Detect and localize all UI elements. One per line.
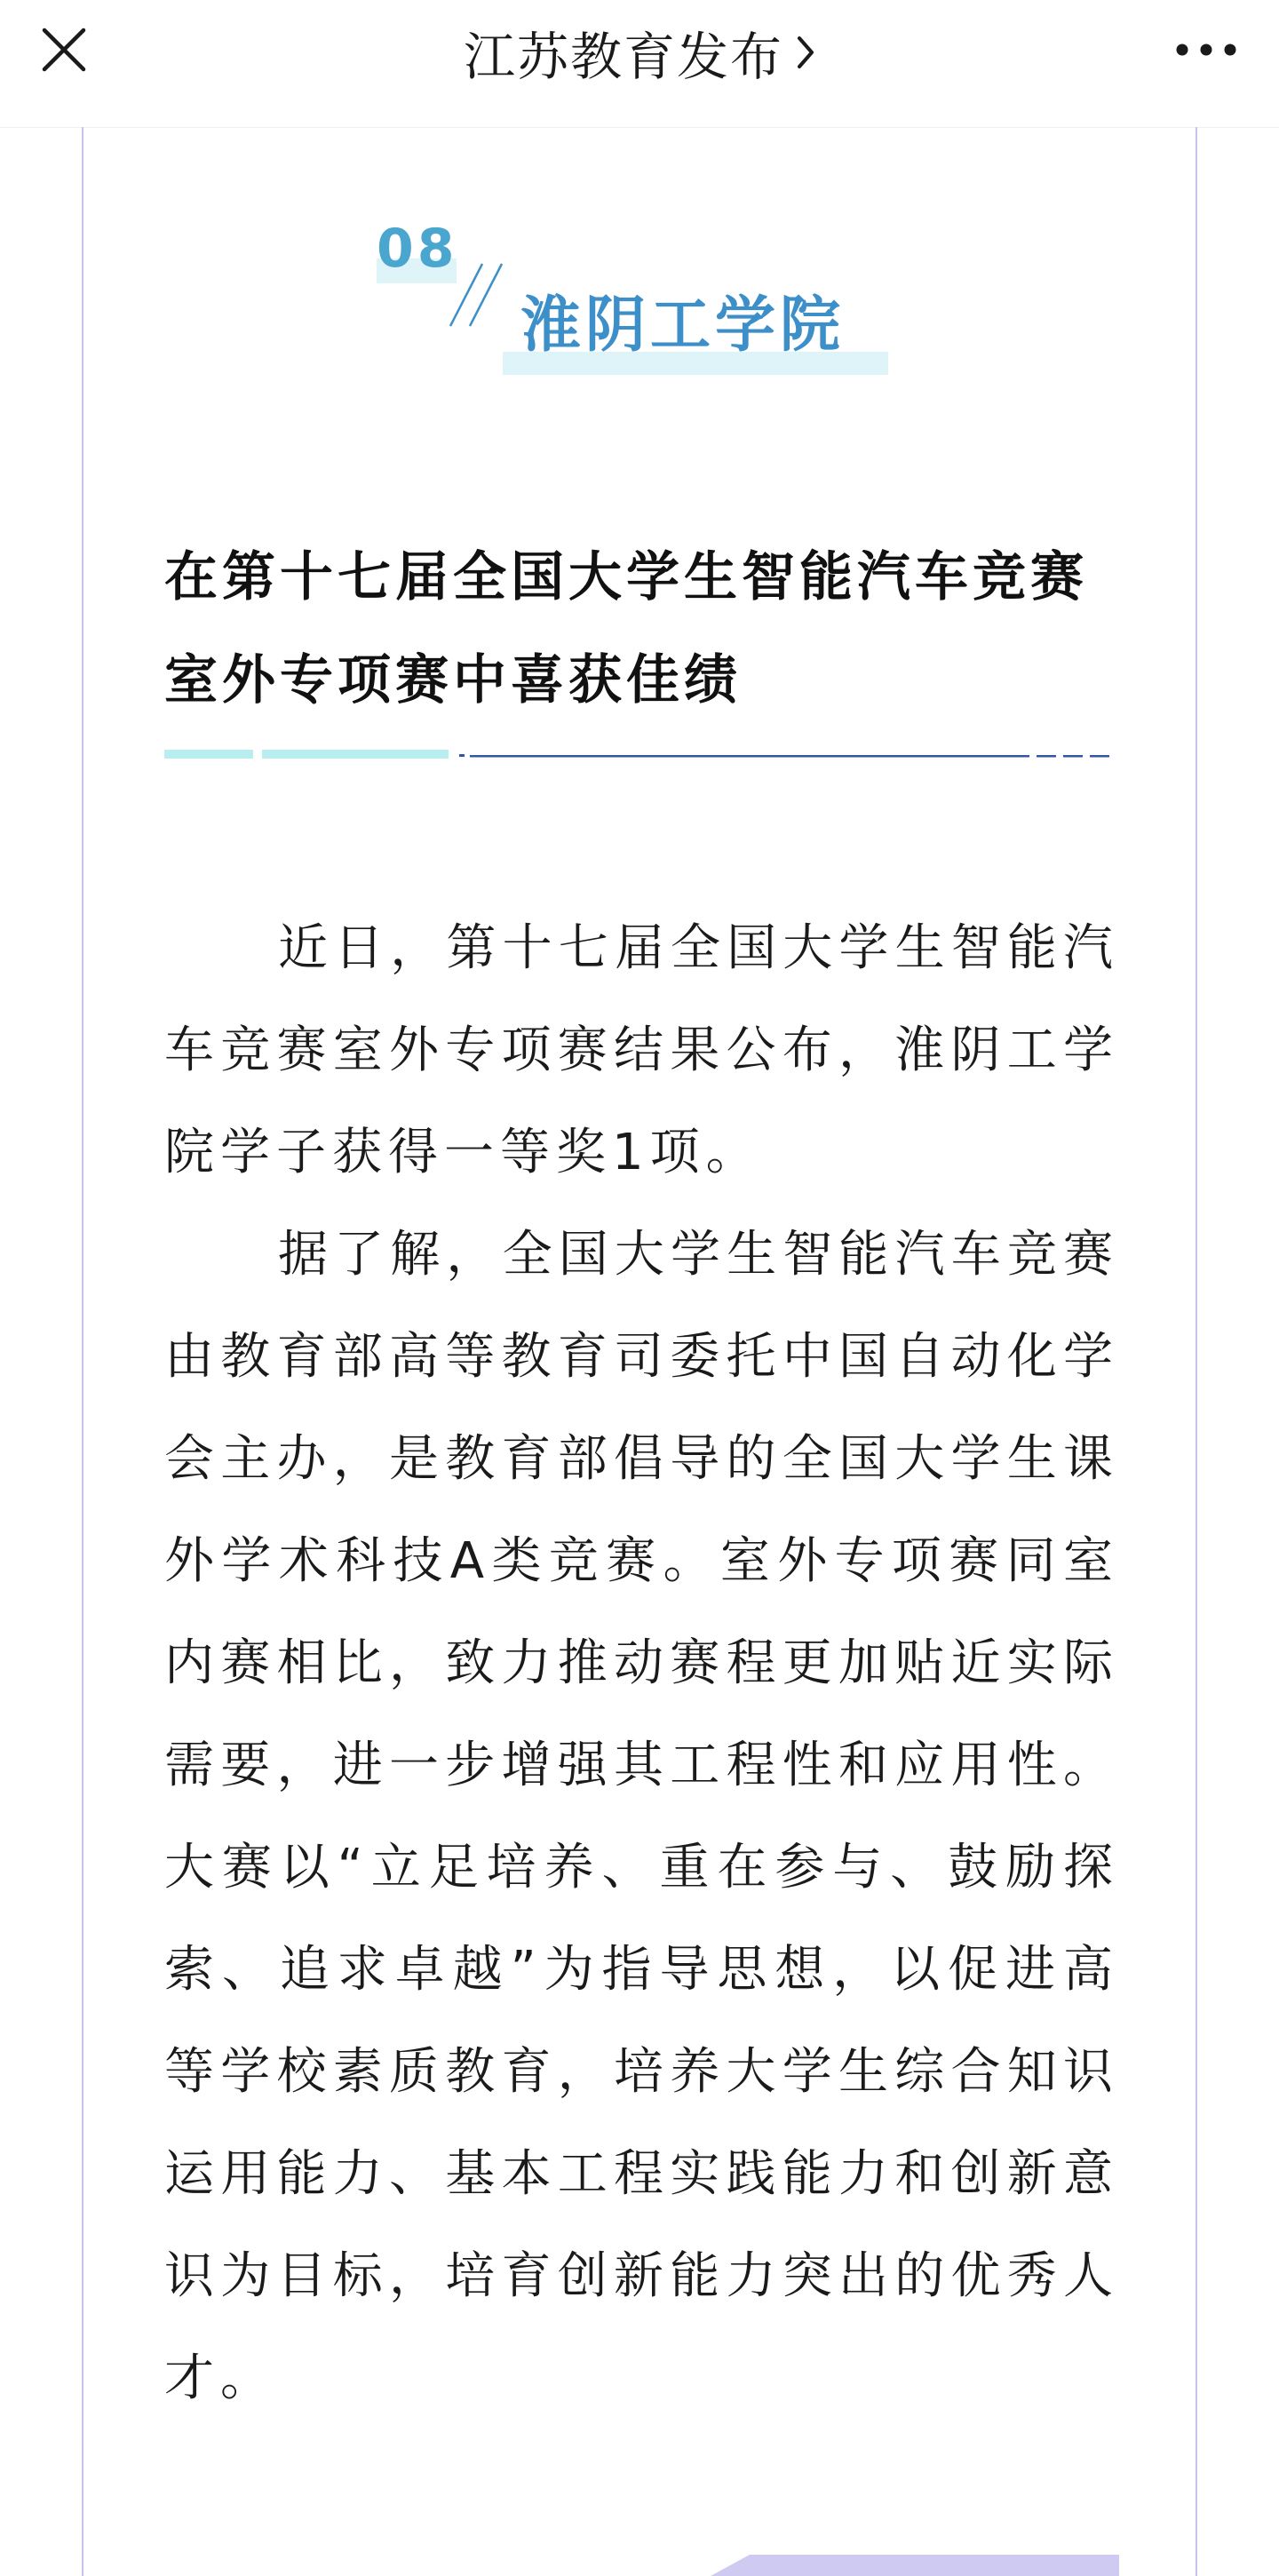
article-headline	[164, 526, 1124, 732]
headline-underline-decoration	[164, 749, 1119, 761]
account-name: 江苏教育发布	[463, 27, 783, 87]
more-dots-icon	[1175, 43, 1237, 57]
school-name: 淮阴工学院	[520, 290, 846, 361]
article-paragraph-1: 近日，第十七届全国大学生智能汽车竞赛室外专项赛结果公布，淮阴工学院学子获得一等奖1项。	[164, 919, 1119, 1181]
bottom-corner-decoration	[711, 2555, 1119, 2576]
headline-line-1: 在第十七届全国大学生智能汽车竞赛	[164, 546, 1088, 608]
section-number: 08	[377, 218, 458, 280]
chevron-right-icon	[796, 35, 815, 70]
section-number-badge	[377, 218, 458, 298]
article-paragraph-2: 据了解，全国大学生智能汽车竞赛由教育部高等教育司委托中国自动化学会主办，是教育部倡导的全国大学生课外学术科技A类竞赛。室外专项赛同室内赛相比，致力推动赛程更加贴近实际需要，进一步增强其工程性和应用性。大赛以“立足培养、重在参与、鼓励探索、追求卓越”为指导思想，以促进高等学校素质教育，培养大学生综合知识运用能力、基本工程实践能力和创新意识为目标，培育创新能力突出的优秀人才。	[164, 1226, 1119, 2407]
more-options-button[interactable]	[1169, 21, 1243, 78]
headline-line-2: 室外专项赛中喜获佳绩	[164, 649, 742, 712]
top-navigation-bar	[0, 0, 1279, 128]
account-title-link[interactable]	[0, 0, 1279, 105]
article-body	[164, 897, 1119, 2429]
double-slash-divider	[449, 262, 505, 330]
